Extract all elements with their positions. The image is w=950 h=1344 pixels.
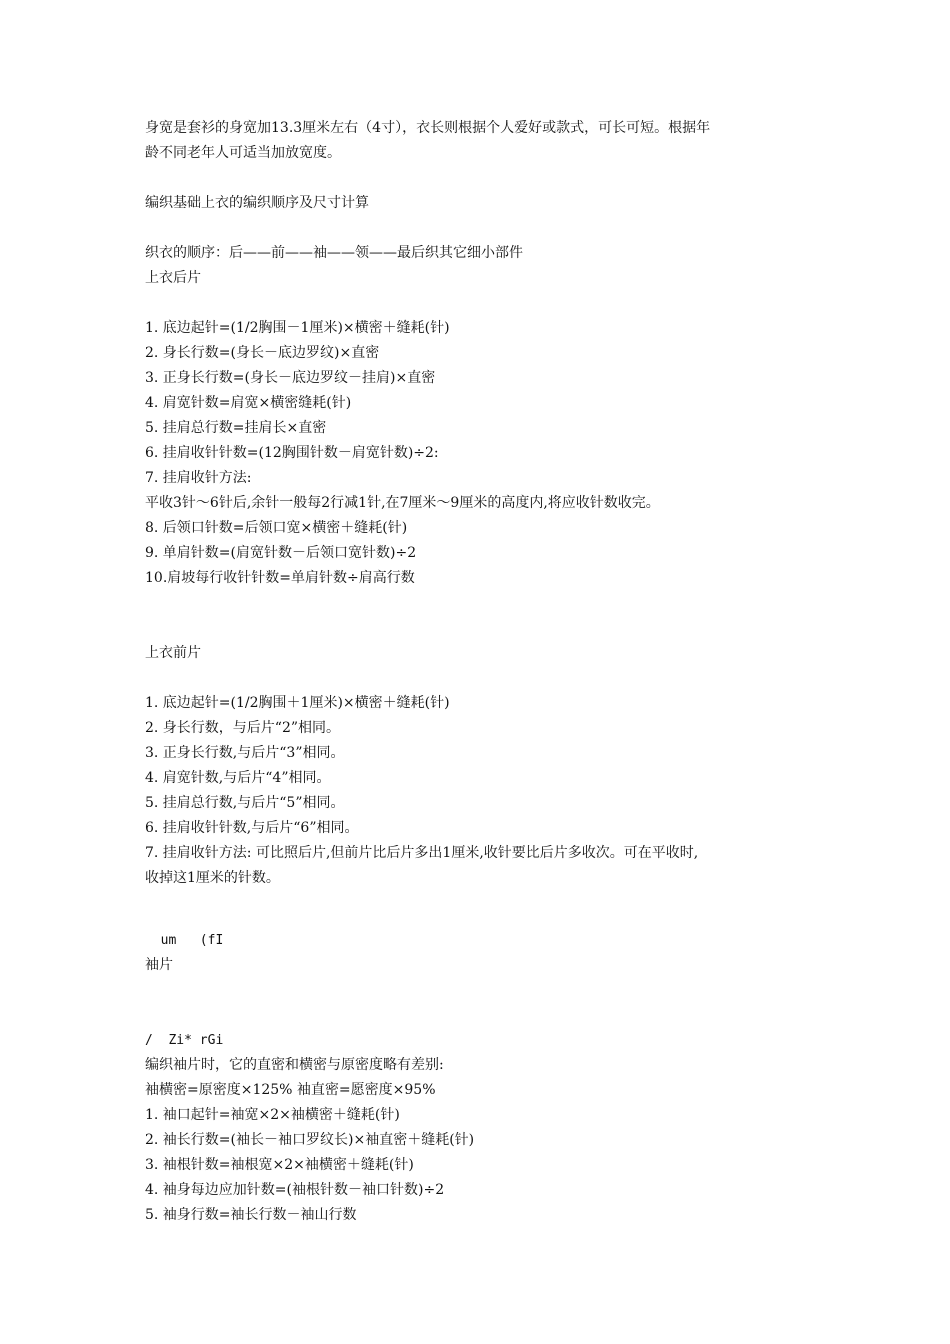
sleeve-density: 袖横密=原密度×125% 袖直密=愿密度×95% (145, 1082, 436, 1098)
list-item: 6. 挂肩收针针数=(12胸围针数－肩宽针数)÷2: (145, 445, 439, 461)
sleeve-title: 袖片 (145, 957, 173, 973)
main-heading: 编织基础上衣的编织顺序及尺寸计算 (145, 195, 369, 211)
list-item: 2. 身长行数，与后片“2”相同。 (145, 720, 341, 736)
list-item: 10.肩坡每行收针针数=单肩针数÷肩高行数 (145, 570, 415, 586)
list-item: 4. 肩宽针数=肩宽×横密缝耗(针) (145, 395, 352, 411)
spacer (145, 978, 815, 1028)
document-body (145, 116, 815, 1228)
list-item: 3. 正身长行数=(身长－底边罗纹－挂肩)×直密 (145, 370, 436, 386)
list-item: 5. 挂肩总行数,与后片“5”相同。 (145, 795, 345, 811)
list-item: 4. 袖身每边应加针数=(袖根针数－袖口针数)÷2 (145, 1182, 445, 1198)
back-piece-title: 上衣后片 (145, 270, 201, 286)
list-item: 1. 袖口起针=袖宽×2×袖横密＋缝耗(针) (145, 1107, 400, 1123)
list-item: 2. 身长行数=(身长－底边罗纹)×直密 (145, 345, 380, 361)
list-item: 3. 正身长行数,与后片“3”相同。 (145, 745, 345, 761)
list-item: 1. 底边起针=(1/2胸围＋1厘米)×横密＋缝耗(针) (145, 695, 450, 711)
sleeve-intro: 编织袖片时，它的直密和横密与原密度略有差别: (145, 1057, 444, 1073)
intro-line-1: 身宽是套衫的身宽加13.3厘米左右（4寸），衣长则根据个人爱好或款式，可长可短。根据年 (145, 120, 711, 136)
spacer (145, 166, 815, 191)
list-item: 4. 肩宽针数,与后片“4”相同。 (145, 770, 331, 786)
back-piece-list (145, 316, 815, 591)
spacer (145, 891, 815, 928)
list-item: 5. 挂肩总行数=挂肩长×直密 (145, 420, 327, 436)
list-item: 6. 挂肩收针针数,与后片“6”相同。 (145, 820, 359, 836)
list-item: 8. 后领口针数=后领口宽×横密＋缝耗(针) (145, 520, 408, 536)
intro-line-2: 龄不同老年人可适当加放宽度。 (145, 145, 341, 161)
front-piece-list (145, 691, 815, 891)
sleeve-list (145, 1103, 815, 1228)
ocr-artifact-text: um (fI (145, 933, 224, 948)
front-piece-title: 上衣前片 (145, 645, 201, 661)
spacer (145, 291, 815, 316)
list-item: 7. 挂肩收针方法: (145, 470, 252, 486)
ocr-artifact-text: / Zi* rGi (145, 1033, 224, 1048)
list-item: 收掉这1厘米的针数。 (145, 870, 280, 886)
list-item: 7. 挂肩收针方法: 可比照后片,但前片比后片多出1厘米,收针要比后片多收次。可在平收时, (145, 845, 699, 861)
list-item: 3. 袖根针数=袖根宽×2×袖横密＋缝耗(针) (145, 1157, 414, 1173)
knitting-order-line: 织衣的顺序：后——前——袖——领——最后织其它细小部件 (145, 245, 523, 261)
spacer (145, 216, 815, 241)
list-item: 2. 袖长行数=(袖长－袖口罗纹长)×袖直密＋缝耗(针) (145, 1132, 475, 1148)
list-item: 5. 袖身行数=袖长行数－袖山行数 (145, 1207, 357, 1223)
list-item: 平收3针～6针后,余针一般每2行减1针,在7厘米～9厘米的高度内,将应收针数收完。 (145, 495, 660, 511)
spacer (145, 591, 815, 641)
spacer (145, 666, 815, 691)
list-item: 1. 底边起针=(1/2胸围－1厘米)×横密＋缝耗(针) (145, 320, 450, 336)
list-item: 9. 单肩针数=(肩宽针数－后领口宽针数)÷2 (145, 545, 417, 561)
